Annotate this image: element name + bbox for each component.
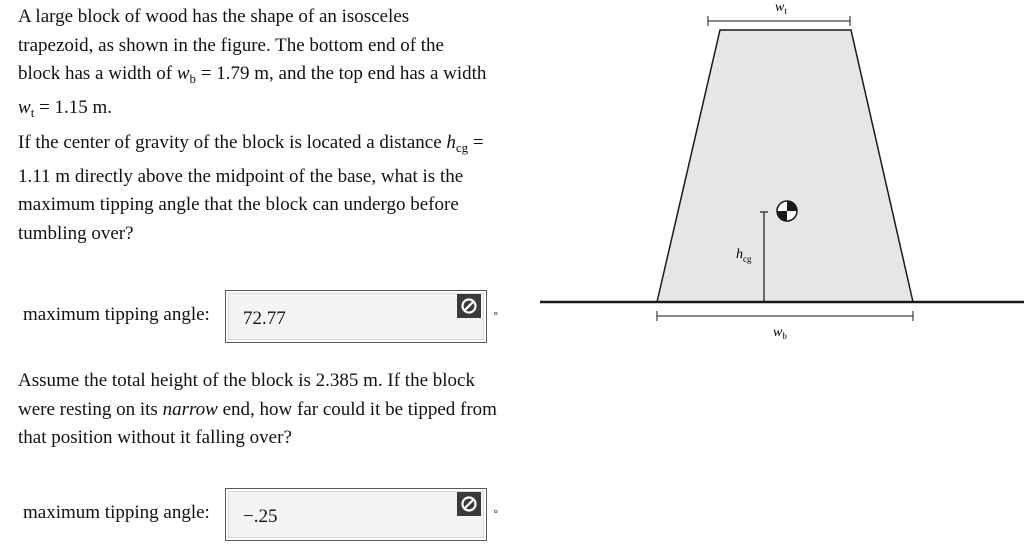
- p1-text-c: = 1.15 m.: [34, 96, 113, 118]
- trapezoid-figure: [540, 0, 1024, 354]
- degree-unit-2: °: [493, 508, 499, 521]
- answer-value-1: 72.77: [243, 308, 286, 329]
- problem-paragraph-1: [18, 3, 488, 127]
- wt-variable: $w_t$: [18, 96, 35, 120]
- answer-row-1: [18, 290, 518, 344]
- degree-unit-1: °: [493, 310, 499, 323]
- wood-block: [657, 30, 913, 302]
- hcg-variable: $h_{cg}$: [446, 132, 469, 155]
- p3-text-b: end, how far could it be tipped from that position without it falling over?: [18, 398, 497, 448]
- answer-value-2: −.25: [243, 506, 278, 527]
- top-width-label: $w_t$: [775, 0, 787, 16]
- wb-variable: $w_b$: [176, 63, 197, 86]
- answer-field-2[interactable]: [225, 488, 487, 541]
- p2-text-a: = 1.11 m directly above the midpoint of the base, what is the maximum tipping angle that the block can undergo before tumbling over?: [18, 132, 484, 244]
- hcg-label: $h_{cg}$: [736, 247, 752, 264]
- bottom-width-dimension: [657, 311, 913, 341]
- problem-paragraph-2: [18, 129, 508, 248]
- top-width-dimension: [708, 0, 850, 26]
- p2-text-pre: If the center of gravity of the block is located a distance: [18, 132, 447, 153]
- incorrect-icon: [457, 294, 481, 318]
- p1-text-a: A large block of wood has the shape of an isosceles trapezoid, as shown in the figure. The bottom end of the block has a width of: [18, 6, 444, 84]
- p3-emphasis: narrow: [162, 398, 218, 420]
- answer-row-2: [18, 488, 518, 542]
- center-of-gravity-icon: [777, 201, 797, 221]
- incorrect-icon: [457, 492, 481, 516]
- p1-text-b: = 1.79 m, and the top end has a width: [196, 63, 487, 84]
- answer-input-2[interactable]: [228, 491, 484, 538]
- p3-text-a: Assume the total height of the block is 2.385 m. If the block were resting on its: [18, 370, 475, 420]
- answer-label-2: maximum tipping angle:: [23, 502, 210, 523]
- answer-label-1: maximum tipping angle:: [23, 304, 210, 325]
- answer-input-1[interactable]: [228, 293, 484, 340]
- bottom-width-label: $w_b$: [773, 325, 787, 341]
- problem-paragraph-3: [18, 367, 508, 453]
- answer-field-1[interactable]: [225, 290, 487, 343]
